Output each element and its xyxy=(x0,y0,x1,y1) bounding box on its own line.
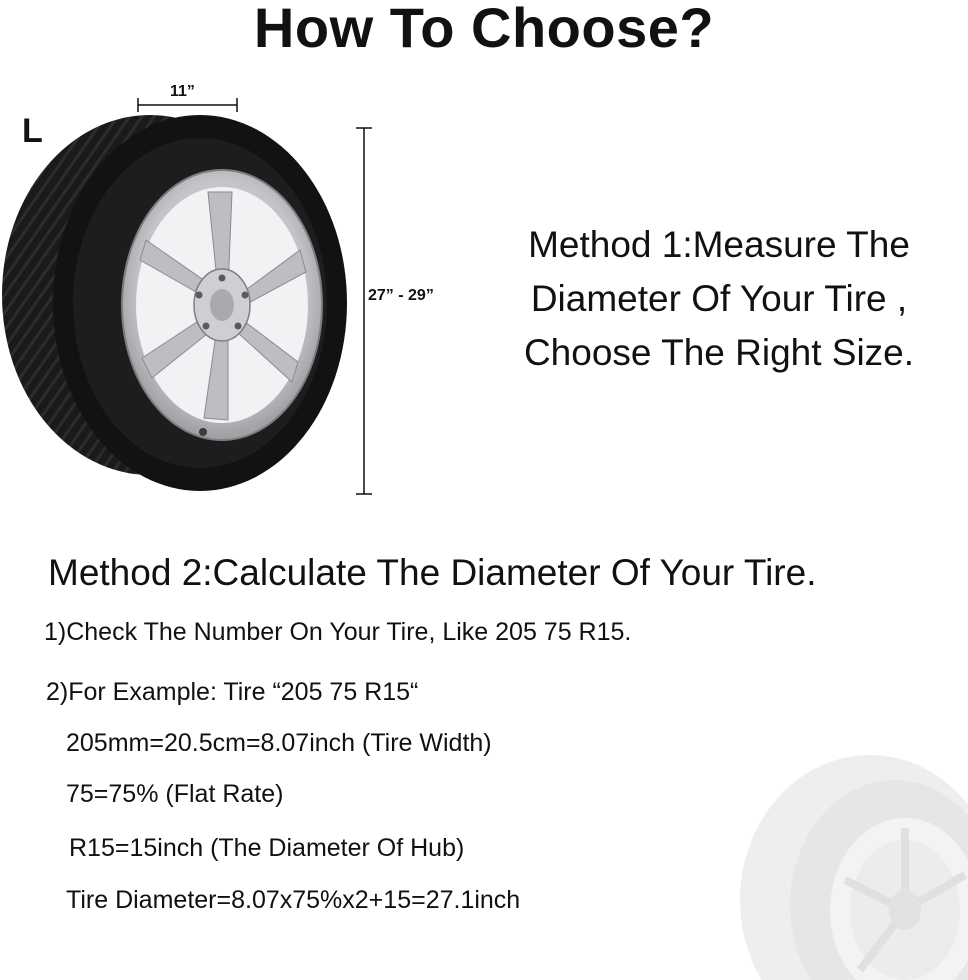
method1-text xyxy=(474,218,964,380)
tire-width-line: 205mm=20.5cm=8.07inch (Tire Width) xyxy=(66,729,492,757)
background-tire-icon xyxy=(720,750,968,980)
size-label: L xyxy=(22,112,43,150)
method1-line-3: Choose The Right Size. xyxy=(523,332,915,373)
step-1-text: 1)Check The Number On Your Tire, Like 205 75 R15. xyxy=(44,618,632,646)
height-dimension-marker xyxy=(352,124,376,498)
method1-line-1: Method 1:Measure The xyxy=(528,224,910,265)
tire-diameter-line: Tire Diameter=8.07x75%x2+15=27.1inch xyxy=(66,886,521,914)
method1-line-2: Diameter Of Your Tire , xyxy=(530,278,908,319)
page-title: How To Choose? xyxy=(253,0,715,59)
step-2-text: 2)For Example: Tire “205 75 R15“ xyxy=(46,678,419,706)
flat-rate-line: 75=75% (Flat Rate) xyxy=(66,780,284,808)
hub-diameter-line: R15=15inch (The Diameter Of Hub) xyxy=(69,834,465,862)
tire-icon xyxy=(0,90,350,500)
width-dimension-label: 11” xyxy=(170,83,195,100)
method2-title: Method 2:Calculate The Diameter Of Your Tire. xyxy=(48,552,817,593)
height-dimension-label: 27” - 29” xyxy=(368,287,434,304)
